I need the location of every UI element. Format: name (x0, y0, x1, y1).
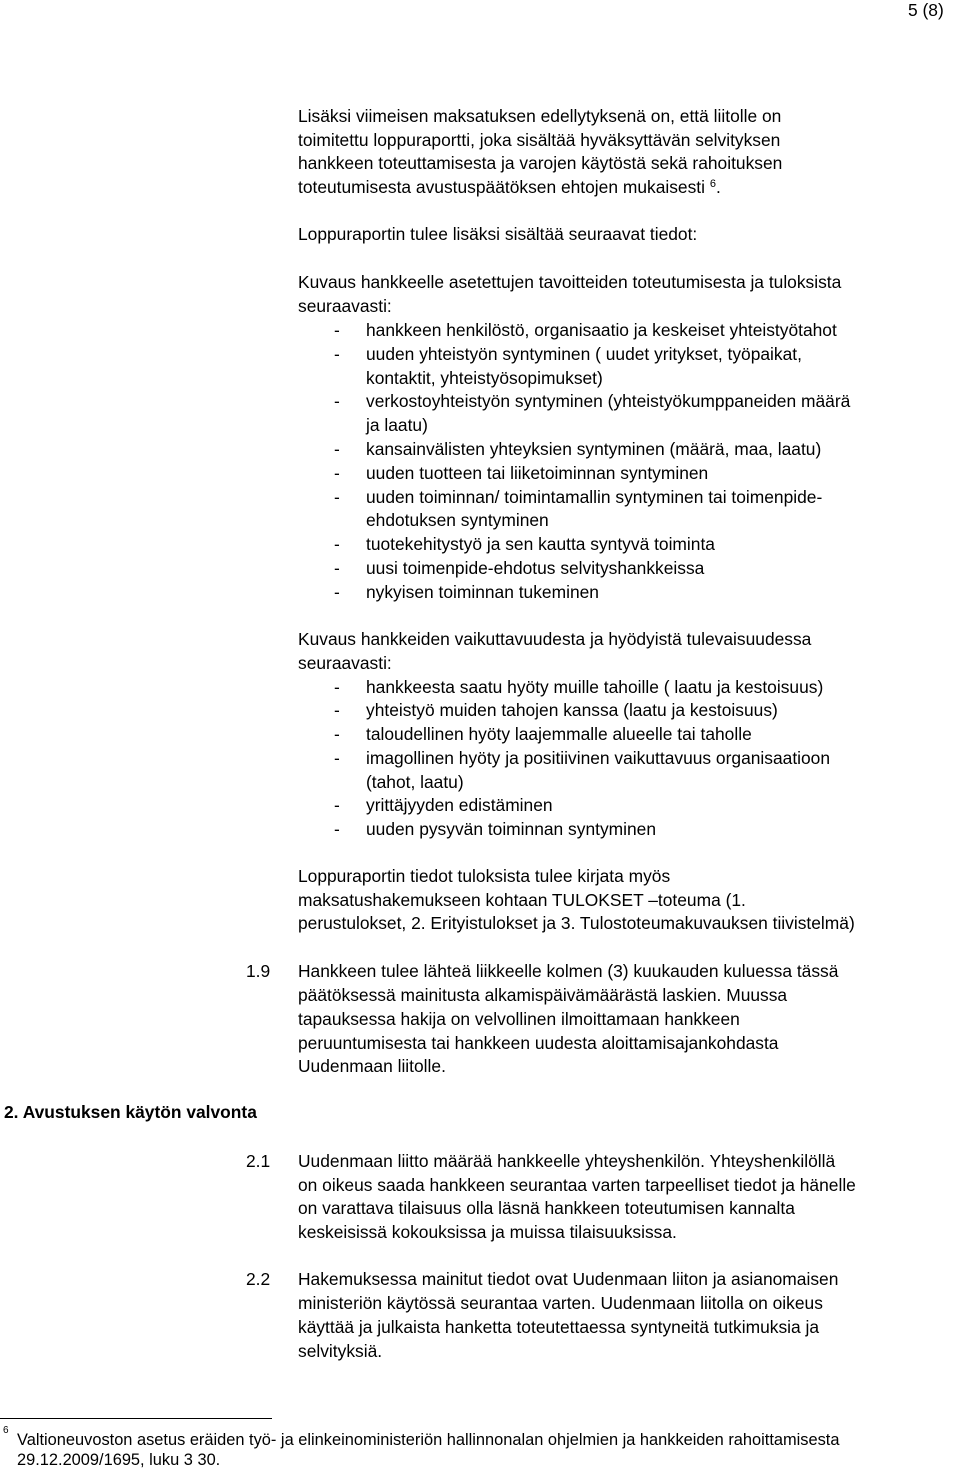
list-item: nykyisen toiminnan tukeminen (366, 582, 599, 602)
section1-intro-line-1: Kuvaus hankkeelle asetettujen tavoitteiden toteutumisesta ja tuloksista (298, 272, 842, 292)
list-item: hankkeen henkilöstö, organisaatio ja keskeiset yhteistyötahot (366, 320, 837, 340)
list-item: uuden yhteistyön syntyminen ( uudet yritykset, työpaikat, (366, 344, 802, 364)
list-dash: - (334, 819, 340, 839)
list-dash: - (334, 795, 340, 815)
clause-2-2-number: 2.2 (246, 1269, 271, 1289)
section2-intro-line-1: Kuvaus hankkeiden vaikuttavuudesta ja hyödyistä tulevaisuudessa (298, 629, 812, 649)
list-item: kansainvälisten yhteyksien syntyminen (määrä, maa, laatu) (366, 439, 822, 459)
list-dash: - (334, 582, 340, 602)
results-note-line-3: perustulokset, 2. Erityistulokset ja 3. Tulostoteumakuvauksen tiivistelmä) (298, 913, 855, 933)
list-dash: - (334, 534, 340, 554)
list-dash: - (334, 558, 340, 578)
clause-1-9-number: 1.9 (246, 961, 271, 981)
list-item: uusi toimenpide-ehdotus selvityshankkeissa (366, 558, 705, 578)
footnote-separator (0, 1418, 272, 1419)
list-item-continuation: ehdotuksen syntyminen (366, 510, 549, 530)
list-dash: - (334, 748, 340, 768)
list-item-continuation: kontaktit, yhteistyösopimukset) (366, 368, 603, 388)
list-dash: - (334, 700, 340, 720)
results-note-line-1: Loppuraportin tiedot tuloksista tulee kirjata myös (298, 866, 671, 886)
clause-2-2-line-4: selvityksiä. (298, 1341, 383, 1361)
clause-1-9-line-3: tapauksessa hakija on velvollinen ilmoittamaan hankkeen (298, 1009, 740, 1029)
clause-1-9-line-1: Hankkeen tulee lähteä liikkeelle kolmen (3) kuukauden kuluessa tässä (298, 961, 839, 981)
footnote-line-2: 29.12.2009/1695, luku 3 30. (17, 1451, 221, 1469)
intro-line-1: Lisäksi viimeisen maksatuksen edellytyksenä on, että liitolle on (298, 106, 782, 126)
section1-intro-line-2: seuraavasti: (298, 296, 392, 316)
clause-2-1-line-4: keskeisissä kokouksissa ja muissa tilaisuuksissa. (298, 1222, 677, 1242)
list-item: uuden pysyvän toiminnan syntyminen (366, 819, 657, 839)
list-item: taloudellinen hyöty laajemmalle alueelle tai taholle (366, 724, 752, 744)
list-item-continuation: (tahot, laatu) (366, 772, 464, 792)
clause-2-1-line-3: on varattava tilaisuus olla läsnä hankkeen toteutumisen kannalta (298, 1198, 795, 1218)
clause-2-1-number: 2.1 (246, 1151, 271, 1171)
list-item: hankkeesta saatu hyöty muille tahoille ( laatu ja kestoisuus) (366, 677, 824, 697)
intro-line-4 (298, 177, 721, 198)
clause-2-1-line-1: Uudenmaan liitto määrää hankkeelle yhteyshenkilön. Yhteyshenkilöllä (298, 1151, 836, 1171)
list-dash: - (334, 320, 340, 340)
list-item: uuden toiminnan/ toimintamallin syntyminen tai toimenpide- (366, 487, 823, 507)
list-item: uuden tuotteen tai liiketoiminnan syntyminen (366, 463, 709, 483)
lead-in: Loppuraportin tulee lisäksi sisältää seuraavat tiedot: (298, 224, 698, 244)
list-dash: - (334, 344, 340, 364)
list-dash: - (334, 463, 340, 483)
list-item: imagollinen hyöty ja positiivinen vaikuttavuus organisaatioon (366, 748, 831, 768)
list-item: tuotekehitystyö ja sen kautta syntyvä toiminta (366, 534, 715, 554)
list-item: yrittäjyyden edistäminen (366, 795, 553, 815)
list-item: verkostoyhteistyön syntyminen (yhteistyökumppaneiden määrä (366, 391, 851, 411)
intro-line-4-text: toteutumisesta avustuspäätöksen ehtojen mukaisesti (298, 177, 705, 197)
list-item-continuation: ja laatu) (366, 415, 428, 435)
clause-1-9-line-5: Uudenmaan liitolle. (298, 1056, 446, 1076)
footnote-line-1: Valtioneuvoston asetus eräiden työ- ja elinkeinoministeriön hallinnonalan ohjelmien ja hankkeiden rahoittamisesta (17, 1431, 840, 1449)
intro-line-3: hankkeen toteuttamisesta ja varojen käytöstä sekä rahoituksen (298, 153, 783, 173)
list-dash: - (334, 439, 340, 459)
list-dash: - (334, 487, 340, 507)
intro-end-period: . (715, 177, 721, 197)
list-dash: - (334, 677, 340, 697)
clause-1-9-line-2: päätöksessä mainitusta alkamispäivämäärästä laskien. Muussa (298, 985, 788, 1005)
page-number: 5 (8) (908, 0, 944, 20)
list-dash: - (334, 724, 340, 744)
clause-2-2-line-3: käyttää ja julkaista hanketta toteutettaessa syntyneitä tutkimuksia ja (298, 1317, 820, 1337)
section2-intro-line-2: seuraavasti: (298, 653, 392, 673)
list-dash: - (334, 391, 340, 411)
results-note-line-2: maksatushakemukseen kohtaan TULOKSET –toteuma (1. (298, 890, 746, 910)
footnote-reference: 6 (709, 178, 716, 190)
clause-2-1-line-2: on oikeus saada hankkeen seurantaa varten tarpeelliset tiedot ja hänelle (298, 1175, 856, 1195)
clause-1-9-line-4: peruuntumisesta tai hankkeen uudesta aloittamisajankohdasta (298, 1033, 779, 1053)
list-item: yhteistyö muiden tahojen kanssa (laatu ja kestoisuus) (366, 700, 778, 720)
section-heading: 2. Avustuksen käytön valvonta (4, 1102, 257, 1122)
clause-2-2-line-2: ministeriön käytössä seurantaa varten. Uudenmaan liitolla on oikeus (298, 1293, 823, 1313)
clause-2-2-line-1: Hakemuksessa mainitut tiedot ovat Uudenmaan liiton ja asianomaisen (298, 1269, 839, 1289)
intro-line-2: toimitettu loppuraportti, joka sisältää hyväksyttävän selvityksen (298, 130, 781, 150)
footnote-mark: 6 (3, 1425, 9, 1436)
